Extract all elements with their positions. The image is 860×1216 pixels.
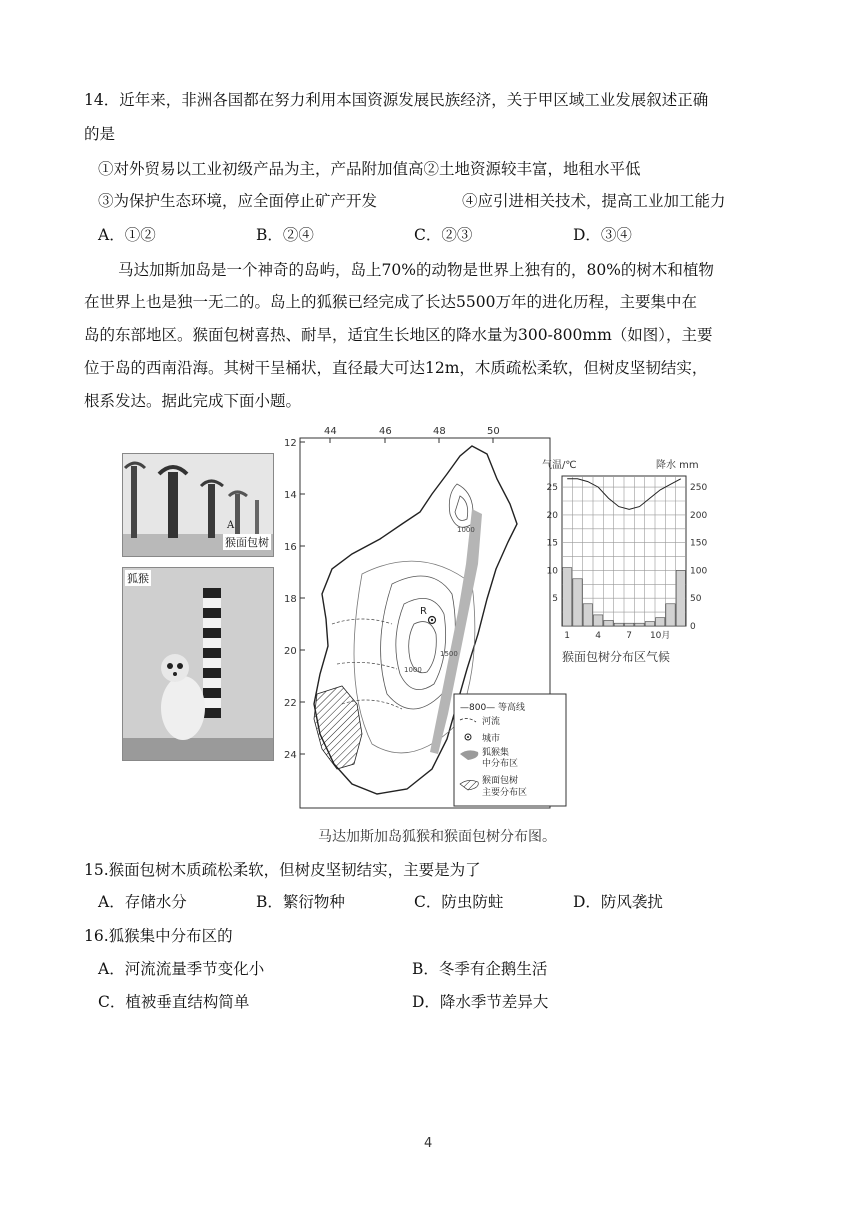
climate-x-tick-3: 10月 xyxy=(649,631,671,641)
precip-bar-5 xyxy=(604,620,613,626)
map-svg xyxy=(282,424,571,816)
q14-option-c: C．②③ xyxy=(414,226,473,244)
q14-statements-line2b: ④应引进相关技术，提高工业加工能力 xyxy=(462,192,726,210)
precip-bar-12 xyxy=(676,570,685,626)
contour-label-2: 1500 xyxy=(440,650,458,658)
lemur-illustration xyxy=(123,568,273,760)
lemur-tail-rings xyxy=(203,588,221,718)
climate-chart xyxy=(538,456,728,666)
climate-y-right-tick-0: 0 xyxy=(690,622,696,632)
precip-bar-6 xyxy=(614,623,623,626)
page-number: 4 xyxy=(424,1136,433,1151)
climate-y-left-tick-10: 10 xyxy=(546,566,558,577)
climate-y-right-tick-150: 150 xyxy=(690,538,708,549)
lemur-photo xyxy=(122,567,274,761)
figure-caption: 马达加斯加岛狐猴和猴面包树分布图。 xyxy=(318,829,556,845)
q14-option-d: D．③④ xyxy=(573,226,632,244)
q15-stem: 15.猴面包树木质疏松柔软，但树皮坚韧结实，主要是为了 xyxy=(84,861,481,879)
legend-contour: —800— 等高线 xyxy=(460,703,526,713)
q16-option-b: B．冬季有企鹅生活 xyxy=(412,960,548,978)
q16-option-c: C．植被垂直结构简单 xyxy=(98,993,250,1011)
map-lat-20: 20 xyxy=(284,646,297,657)
madagascar-map xyxy=(282,424,571,816)
map-lon-50: 50 xyxy=(487,426,500,437)
precip-bar-2 xyxy=(573,579,582,626)
city-r-label: R xyxy=(420,606,427,617)
contour-label-3: 1000 xyxy=(457,526,475,534)
q14-statements-line2a: ③为保护生态环境，应全面停止矿产开发 xyxy=(98,192,378,210)
q16-option-a: A．河流流量季节变化小 xyxy=(98,960,265,978)
climate-y-left-tick-5: 5 xyxy=(552,594,558,605)
climate-caption: 猴面包树分布区气候 xyxy=(562,650,671,664)
map-lon-44: 44 xyxy=(324,426,337,437)
passage-line-2: 在世界上也是独一无二的。岛上的狐猴已经完成了长达5500万年的进化历程，主要集中在 xyxy=(84,293,697,311)
climate-y-right-tick-200: 200 xyxy=(690,510,708,521)
map-lon-46: 46 xyxy=(379,426,392,437)
contour-label-1: 1000 xyxy=(404,666,422,674)
passage-line-3: 岛的东部地区。猴面包树喜热、耐旱，适宜生长地区的降水量为300-800mm（如图），主要 xyxy=(84,326,713,344)
q14-option-b: B．②④ xyxy=(256,226,314,244)
baobab-photo-label: 猴面包树 xyxy=(225,536,269,549)
climate-ylabel-left: 气温/℃ xyxy=(542,460,577,471)
legend-baobab-line1: 猴面包树 xyxy=(482,776,519,786)
climate-chart-svg xyxy=(538,456,728,666)
passage-line-4: 位于岛的西南沿海。其树干呈桶状，直径最大可达12m，木质疏松柔软，但树皮坚韧结实， xyxy=(84,359,708,377)
precip-bar-8 xyxy=(635,623,644,626)
map-lat-24: 24 xyxy=(284,750,297,761)
baobab-photo xyxy=(122,453,274,557)
map-lon-48: 48 xyxy=(433,426,446,437)
q14-option-a: A．①② xyxy=(98,226,156,244)
precip-bar-4 xyxy=(594,615,603,626)
precip-bar-1 xyxy=(563,568,572,626)
legend-river: 河流 xyxy=(482,717,501,727)
climate-y-right-tick-100: 100 xyxy=(690,566,708,577)
climate-y-left-tick-15: 15 xyxy=(546,538,558,549)
q15-option-c: C．防虫防蛀 xyxy=(414,893,504,911)
lemur-photo-label: 狐猴 xyxy=(127,572,149,585)
q14-stem-line1: 14．近年来，非洲各国都在努力利用本国资源发展民族经济，关于甲区域工业发展叙述正确 xyxy=(84,91,709,109)
legend-lemur-line1: 狐猴集 xyxy=(482,748,510,758)
q15-option-b: B．繁衍物种 xyxy=(256,893,345,911)
climate-ylabel-right: 降水 mm xyxy=(656,460,699,471)
precip-bar-3 xyxy=(583,604,592,626)
map-lat-16: 16 xyxy=(284,542,297,553)
climate-x-tick-1: 4 xyxy=(595,631,602,641)
precip-bar-10 xyxy=(656,618,665,626)
legend-baobab-line2: 主要分布区 xyxy=(482,788,528,798)
baobab-photo-marker: A xyxy=(227,520,235,531)
precip-bar-7 xyxy=(625,623,634,626)
q16-option-d: D．降水季节差异大 xyxy=(412,993,549,1011)
precip-bar-9 xyxy=(645,622,654,626)
q15-option-d: D．防风袭扰 xyxy=(573,893,663,911)
passage-line-5: 根系发达。据此完成下面小题。 xyxy=(84,392,302,410)
q15-option-a: A．存储水分 xyxy=(98,893,187,911)
map-lat-14: 14 xyxy=(284,490,297,501)
q14-stem-line2: 的是 xyxy=(84,125,116,143)
climate-y-right-tick-250: 250 xyxy=(690,483,708,494)
q16-stem: 16.狐猴集中分布区的 xyxy=(84,927,233,945)
map-lat-22: 22 xyxy=(284,698,297,709)
climate-x-tick-2: 7 xyxy=(626,631,633,641)
map-lat-12: 12 xyxy=(284,438,297,449)
legend-lemur-line2: 中分布区 xyxy=(482,759,519,769)
precip-bar-11 xyxy=(666,604,675,626)
passage-line-1: 马达加斯加岛是一个神奇的岛屿，岛上70%的动物是世界上独有的，80%的树木和植物 xyxy=(118,261,714,279)
climate-y-left-tick-25: 25 xyxy=(546,483,558,494)
q14-statements-line1: ①对外贸易以工业初级产品为主，产品附加值高②土地资源较丰富，地租水平低 xyxy=(98,160,641,178)
legend-city: 城市 xyxy=(482,734,501,744)
climate-x-tick-0: 1 xyxy=(564,631,571,641)
climate-y-left-tick-20: 20 xyxy=(546,510,558,521)
map-lat-18: 18 xyxy=(284,594,297,605)
climate-y-right-tick-50: 50 xyxy=(690,594,702,605)
